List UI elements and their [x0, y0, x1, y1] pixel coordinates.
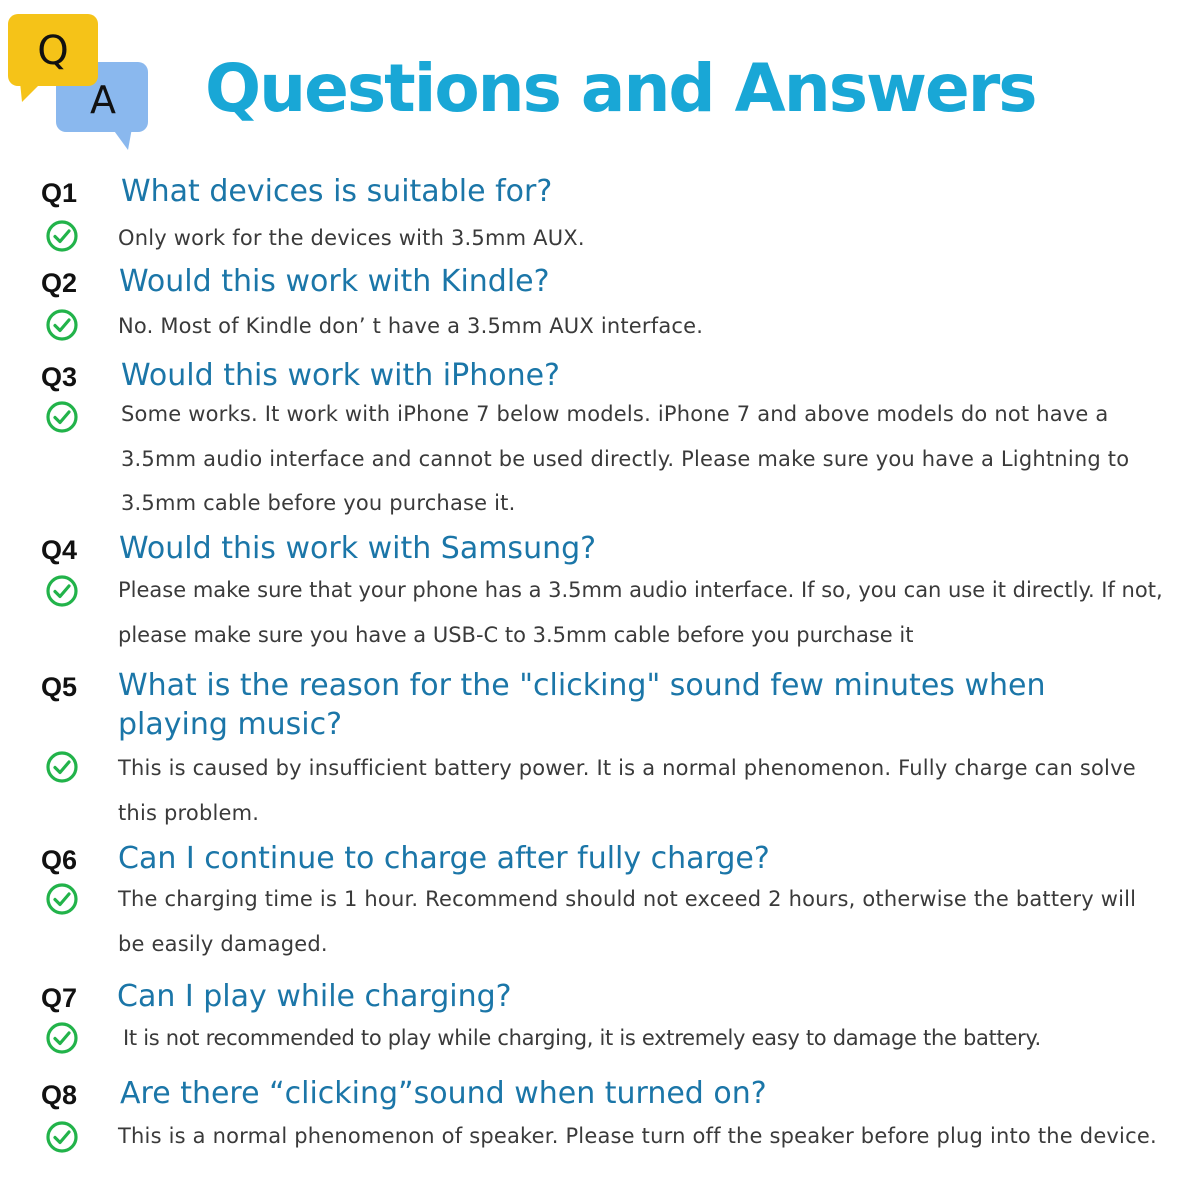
answer-text: It is not recommended to play while charging, it is extremely easy to damage the battery. [123, 1026, 1041, 1050]
answer-text: The charging time is 1 hour. Recommend should not exceed 2 hours, otherwise the battery will be easily damaged. [118, 887, 1137, 956]
question-label: Q8 [41, 1080, 78, 1110]
question-label: Q3 [41, 362, 78, 392]
question-label: Q4 [41, 535, 78, 565]
logo-a-letter: A [90, 78, 116, 122]
answer-text: Some works. It work with iPhone 7 below models. iPhone 7 and above models do not have a 3.5mm audio interface and cannot be used directly. Please make sure you have a Lightning to 3.5mm cable before you purchase it. [121, 402, 1130, 515]
check-circle-icon [45, 219, 79, 253]
question-label: Q7 [41, 983, 78, 1013]
question-text: What is the reason for the "clicking" sound few minutes when playing music? [118, 668, 1046, 742]
question-label: Q5 [41, 672, 78, 702]
check-circle-icon [45, 882, 79, 916]
question-text: Would this work with Samsung? [119, 531, 597, 566]
question-text: Would this work with Kindle? [119, 264, 550, 299]
question-text: Would this work with iPhone? [121, 358, 560, 393]
answer-text: This is caused by insufficient battery power. It is a normal phenomenon. Fully charge can solve this problem. [118, 756, 1136, 825]
check-circle-icon [45, 574, 79, 608]
check-circle-icon [45, 1021, 79, 1055]
question-label: Q2 [41, 268, 78, 298]
question-text: Can I play while charging? [117, 979, 512, 1014]
logo-q-letter: Q [37, 28, 69, 74]
answer-text: This is a normal phenomenon of speaker. Please turn off the speaker before plug into the device. [118, 1124, 1157, 1148]
check-circle-icon [45, 750, 79, 784]
answer-bubble-tail [112, 128, 132, 150]
question-text: Can I continue to charge after fully charge? [118, 841, 770, 876]
check-circle-icon [45, 308, 79, 342]
qa-logo-icon [0, 0, 170, 160]
check-circle-icon [45, 400, 79, 434]
answer-text: Please make sure that your phone has a 3.5mm audio interface. If so, you can use it directly. If not, please make sure you have a USB-C to 3.5mm cable before you purchase it [118, 578, 1163, 647]
question-text: What devices is suitable for? [121, 174, 553, 209]
answer-text: Only work for the devices with 3.5mm AUX. [118, 226, 585, 250]
question-bubble-tail [20, 82, 42, 102]
question-label: Q6 [41, 845, 78, 875]
question-label: Q1 [41, 178, 78, 208]
answer-text: No. Most of Kindle don’ t have a 3.5mm AUX interface. [118, 314, 704, 338]
page-title: Questions and Answers [205, 50, 1036, 127]
check-circle-icon [45, 1120, 79, 1154]
question-text: Are there “clicking”sound when turned on? [120, 1076, 767, 1111]
